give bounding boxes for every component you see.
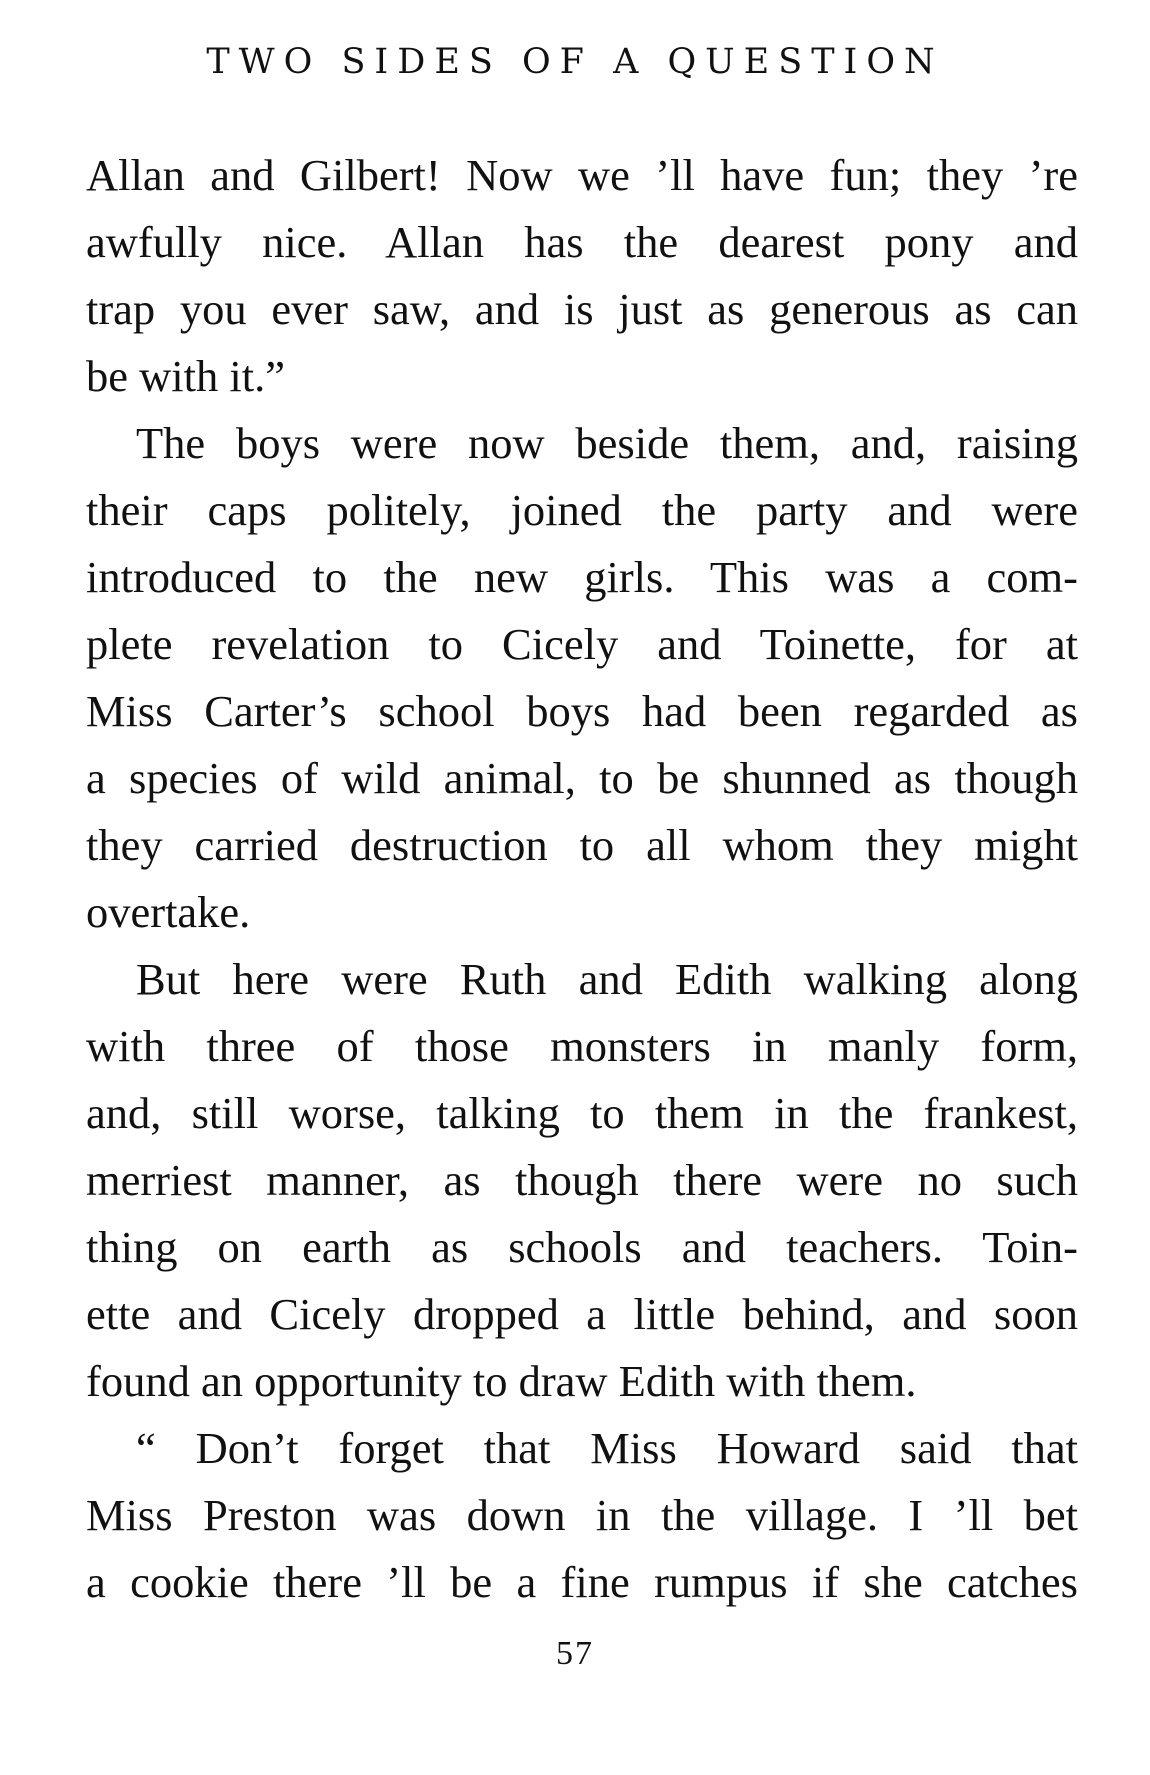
text-line: introduced to the new girls. This was a com-: [86, 552, 1078, 602]
body-text: [86, 142, 1078, 1616]
text-line: Miss Carter’s school boys had been regarded as: [86, 686, 1078, 736]
text-line: a cookie there ’ll be a fine rumpus if she catches: [86, 1557, 1078, 1607]
text-line: thing on earth as schools and teachers. Toin-: [86, 1222, 1078, 1272]
text-line: awfully nice. Allan has the dearest pony and: [86, 217, 1078, 267]
text-line: a species of wild animal, to be shunned as though: [86, 753, 1078, 803]
text-line: The boys were now beside them, and, raising: [136, 418, 1078, 468]
text-line: their caps politely, joined the party and were: [86, 485, 1078, 535]
text-line: Allan and Gilbert! Now we ’ll have fun; they ’re: [86, 150, 1078, 200]
text-line: overtake.: [86, 887, 251, 937]
text-line: found an opportunity to draw Edith with them.: [86, 1356, 917, 1406]
text-line: But here were Ruth and Edith walking along: [136, 954, 1078, 1004]
running-head: TWO SIDES OF A QUESTION: [206, 42, 944, 82]
text-line: they carried destruction to all whom they might: [86, 820, 1078, 870]
text-line: plete revelation to Cicely and Toinette, for at: [86, 619, 1078, 669]
page-number: 57: [556, 1635, 594, 1672]
text-line: trap you ever saw, and is just as generous as can: [86, 284, 1078, 334]
text-line: with three of those monsters in manly form,: [86, 1021, 1078, 1071]
text-line: merriest manner, as though there were no such: [86, 1155, 1078, 1205]
text-line: and, still worse, talking to them in the frankest,: [86, 1088, 1078, 1138]
text-line: ette and Cicely dropped a little behind, and soon: [86, 1289, 1078, 1339]
text-line: “ Don’t forget that Miss Howard said that: [136, 1423, 1078, 1473]
text-line: be with it.”: [86, 351, 285, 401]
text-line: Miss Preston was down in the village. I ’ll bet: [86, 1490, 1078, 1540]
